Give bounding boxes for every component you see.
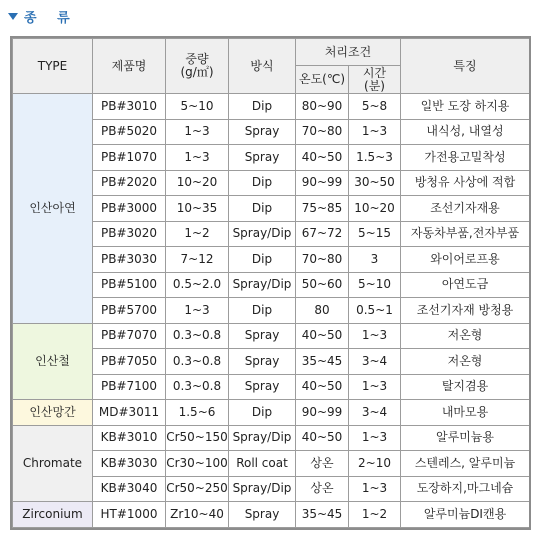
product-cell: PB#7050 <box>93 349 166 375</box>
feature-cell: 조선기자재 방청용 <box>401 298 530 324</box>
feature-cell: 내식성, 내열성 <box>401 119 530 145</box>
section-title-text: 종 류 <box>24 10 71 26</box>
header-weight-line2: (g/㎡) <box>180 65 214 79</box>
time-cell: 1~3 <box>349 476 401 502</box>
temp-cell: 80 <box>296 298 349 324</box>
time-cell: 1~3 <box>349 374 401 400</box>
temp-cell: 35~45 <box>296 349 349 375</box>
method-cell: Dip <box>229 196 296 222</box>
product-cell: PB#1070 <box>93 145 166 171</box>
product-cell: PB#5020 <box>93 119 166 145</box>
temp-cell: 40~50 <box>296 323 349 349</box>
header-feature: 특징 <box>401 39 530 94</box>
header-time-line1: 시간 <box>362 65 387 80</box>
table-row <box>13 400 530 426</box>
feature-cell: 가전용고밀착성 <box>401 145 530 171</box>
type-cell: 인산망간 <box>13 400 93 426</box>
section-title <box>8 6 71 26</box>
product-cell: MD#3011 <box>93 400 166 426</box>
temp-cell: 상온 <box>296 476 349 502</box>
product-cell: KB#3010 <box>93 425 166 451</box>
time-cell: 3~4 <box>349 349 401 375</box>
temp-cell: 40~50 <box>296 425 349 451</box>
feature-cell: 알루미늄용 <box>401 425 530 451</box>
temp-cell: 40~50 <box>296 374 349 400</box>
product-cell: KB#3030 <box>93 451 166 477</box>
weight-cell: Cr50~250 <box>166 476 229 502</box>
weight-cell: Cr30~100 <box>166 451 229 477</box>
header-type: TYPE <box>13 39 93 94</box>
feature-cell: 와이어로프용 <box>401 247 530 273</box>
time-cell: 3 <box>349 247 401 273</box>
product-cell: PB#5700 <box>93 298 166 324</box>
header-conditions: 처리조건 <box>296 39 401 66</box>
method-cell: Dip <box>229 298 296 324</box>
type-cell: 인산아연 <box>13 94 93 324</box>
method-cell: Spray <box>229 349 296 375</box>
time-cell: 5~8 <box>349 94 401 120</box>
weight-cell: Zr10~40 <box>166 502 229 528</box>
type-cell: Zirconium <box>13 502 93 528</box>
feature-cell: 스텐레스, 알루미늄 <box>401 451 530 477</box>
method-cell: Spray <box>229 323 296 349</box>
method-cell: Dip <box>229 94 296 120</box>
weight-cell: 7~12 <box>166 247 229 273</box>
weight-cell: 5~10 <box>166 94 229 120</box>
table-row <box>13 323 530 349</box>
feature-cell: 일반 도장 하지용 <box>401 94 530 120</box>
table-row <box>13 94 530 120</box>
product-cell: KB#3040 <box>93 476 166 502</box>
method-cell: Spray/Dip <box>229 425 296 451</box>
product-cell: PB#7070 <box>93 323 166 349</box>
weight-cell: 1~3 <box>166 145 229 171</box>
weight-cell: 0.3~0.8 <box>166 323 229 349</box>
time-cell: 2~10 <box>349 451 401 477</box>
header-time <box>349 66 401 94</box>
time-cell: 5~15 <box>349 221 401 247</box>
temp-cell: 75~85 <box>296 196 349 222</box>
weight-cell: 10~20 <box>166 170 229 196</box>
feature-cell: 내마모용 <box>401 400 530 426</box>
temp-cell: 67~72 <box>296 221 349 247</box>
feature-cell: 방청유 사상에 적합 <box>401 170 530 196</box>
product-cell: PB#2020 <box>93 170 166 196</box>
time-cell: 1.5~3 <box>349 145 401 171</box>
method-cell: Spray/Dip <box>229 272 296 298</box>
header-row-1 <box>13 39 530 66</box>
type-cell: Chromate <box>13 425 93 502</box>
feature-cell: 알루미늄DI캔용 <box>401 502 530 528</box>
header-product: 제품명 <box>93 39 166 94</box>
method-cell: Roll coat <box>229 451 296 477</box>
header-method: 방식 <box>229 39 296 94</box>
feature-cell: 탈지겸용 <box>401 374 530 400</box>
time-cell: 10~20 <box>349 196 401 222</box>
product-cell: PB#3010 <box>93 94 166 120</box>
product-cell: PB#5100 <box>93 272 166 298</box>
header-time-line2: (분) <box>364 78 385 93</box>
table-row <box>13 502 530 528</box>
temp-cell: 70~80 <box>296 119 349 145</box>
time-cell: 1~3 <box>349 119 401 145</box>
product-table <box>12 38 530 528</box>
header-temp: 온도(℃) <box>296 66 349 94</box>
header-weight-line1: 중량 <box>185 52 209 66</box>
temp-cell: 상온 <box>296 451 349 477</box>
temp-cell: 90~99 <box>296 170 349 196</box>
feature-cell: 조선기자재용 <box>401 196 530 222</box>
temp-cell: 40~50 <box>296 145 349 171</box>
method-cell: Spray <box>229 502 296 528</box>
weight-cell: Cr50~150 <box>166 425 229 451</box>
method-cell: Spray/Dip <box>229 476 296 502</box>
method-cell: Spray <box>229 374 296 400</box>
method-cell: Spray <box>229 119 296 145</box>
weight-cell: 10~35 <box>166 196 229 222</box>
feature-cell: 도장하지,마그네슘 <box>401 476 530 502</box>
weight-cell: 1.5~6 <box>166 400 229 426</box>
header-weight <box>166 39 229 94</box>
product-cell: PB#3030 <box>93 247 166 273</box>
weight-cell: 1~3 <box>166 298 229 324</box>
temp-cell: 50~60 <box>296 272 349 298</box>
time-cell: 5~10 <box>349 272 401 298</box>
method-cell: Dip <box>229 400 296 426</box>
time-cell: 1~3 <box>349 323 401 349</box>
temp-cell: 70~80 <box>296 247 349 273</box>
product-table-wrapper <box>12 38 529 528</box>
feature-cell: 저온형 <box>401 349 530 375</box>
table-row <box>13 425 530 451</box>
table-body <box>13 94 530 528</box>
product-cell: PB#3000 <box>93 196 166 222</box>
method-cell: Dip <box>229 170 296 196</box>
weight-cell: 1~2 <box>166 221 229 247</box>
time-cell: 1~2 <box>349 502 401 528</box>
product-cell: PB#3020 <box>93 221 166 247</box>
time-cell: 1~3 <box>349 425 401 451</box>
temp-cell: 80~90 <box>296 94 349 120</box>
time-cell: 30~50 <box>349 170 401 196</box>
product-cell: HT#1000 <box>93 502 166 528</box>
triangle-down-icon <box>8 13 18 20</box>
time-cell: 3~4 <box>349 400 401 426</box>
feature-cell: 저온형 <box>401 323 530 349</box>
method-cell: Spray <box>229 145 296 171</box>
weight-cell: 0.3~0.8 <box>166 374 229 400</box>
time-cell: 0.5~1 <box>349 298 401 324</box>
method-cell: Spray/Dip <box>229 221 296 247</box>
method-cell: Dip <box>229 247 296 273</box>
weight-cell: 0.3~0.8 <box>166 349 229 375</box>
weight-cell: 1~3 <box>166 119 229 145</box>
feature-cell: 아연도금 <box>401 272 530 298</box>
feature-cell: 자동차부품,전자부품 <box>401 221 530 247</box>
weight-cell: 0.5~2.0 <box>166 272 229 298</box>
type-cell: 인산철 <box>13 323 93 400</box>
product-cell: PB#7100 <box>93 374 166 400</box>
temp-cell: 35~45 <box>296 502 349 528</box>
temp-cell: 90~99 <box>296 400 349 426</box>
